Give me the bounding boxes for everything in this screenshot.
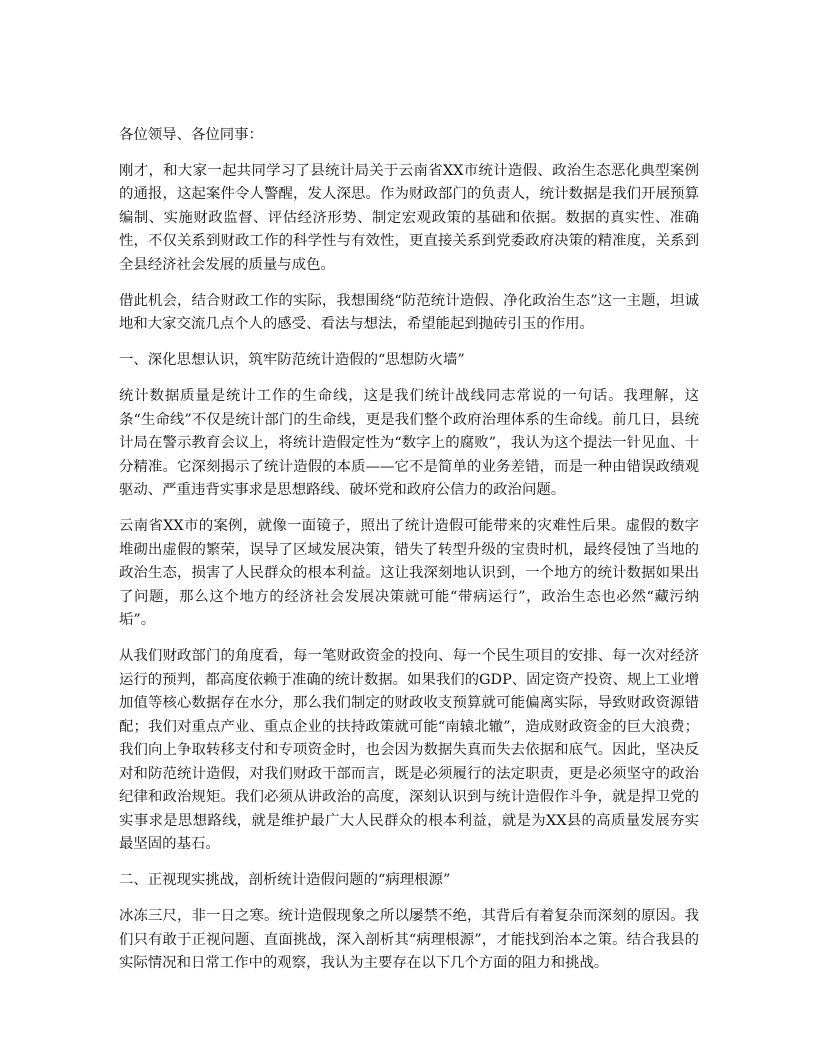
section-heading-1: 一、深化思想认识，筑牢防范统计造假的“思想防火墙” bbox=[119, 352, 465, 368]
document-body bbox=[119, 124, 699, 988]
salutation: 各位领导、各位同事： bbox=[119, 127, 263, 143]
paragraph-intro: 刚才，和大家一起共同学习了县统计局关于云南省XX市统计造假、政治生态恶化典型案例的通报，这起案件令人警醒，发人深思。作为财政部门的负责人，统计数据是我们开展预算编制、实施财政监督、评估经济形势、制定宏观政策的基础和依据。数据的真实性、准确性，不仅关系到财政工作的科学性与有效性，更直接关系到党委政府决策的精准度，关系到全县经济社会发展的质量与成色。 bbox=[119, 162, 699, 273]
paragraph-purpose: 借此机会，结合财政工作的实际，我想围绕“防范统计造假、净化政治生态”这一主题，坦诚地和大家交流几点个人的感受、看法与想法，希望能起到抛砖引玉的作用。 bbox=[119, 292, 699, 332]
paragraph-challenges: 冰冻三尺，非一日之寒。统计造假现象之所以屡禁不绝，其背后有着复杂而深刻的原因。我们只有敢于正视问题、直面挑战，深入剖析其“病理根源”，才能找到治本之策。结合我县的实际情况和日常工作中的观察，我认为主要存在以下几个方面的阻力和挑战。 bbox=[119, 908, 699, 971]
section-heading-2: 二、正视现实挑战，剖析统计造假问题的“病理根源” bbox=[119, 872, 451, 888]
paragraph-lifeline: 统计数据质量是统计工作的生命线，这是我们统计战线同志常说的一句话。我理解，这条“生命线”不仅是统计部门的生命线，更是我们整个政府治理体系的生命线。前几日，县统计局在警示教育会议上，将统计造假定性为“数字上的腐败”，我认为这个提法一针见血、十分精准。它深刻揭示了统计造假的本质——它不是简单的业务差错，而是一种由错误政绩观驱动、严重违背实事求是思想路线、破坏党和政府公信力的政治问题。 bbox=[119, 388, 699, 498]
paragraph-case: 云南省XX市的案例，就像一面镜子，照出了统计造假可能带来的灾难性后果。虚假的数字堆砌出虚假的繁荣，误导了区域发展决策，错失了转型升级的宝贵时机，最终侵蚀了当地的政治生态，损害了人民群众的根本利益。这让我深刻地认识到，一个地方的统计数据如果出了问题，那么这个地方的经济社会发展决策就可能“带病运行”，政治生态也必然“藏污纳垢”。 bbox=[119, 518, 699, 628]
paragraph-finance-view: 从我们财政部门的角度看，每一笔财政资金的投向、每一个民生项目的安排、每一次对经济运行的预判，都高度依赖于准确的统计数据。如果我们的GDP、固定资产投资、规上工业增加值等核心数据存在水分，那么我们制定的财政收支预算就可能偏离实际，导致财政资源错配；我们对重点产业、重点企业的扶持政策就可能“南辕北辙”，造成财政资金的巨大浪费；我们向上争取转移支付和专项资金时，也会因为数据失真而失去依据和底气。因此，坚决反对和防范统计造假，对我们财政干部而言，既是必须履行的法定职责，更是必须坚守的政治纪律和政治规矩。我们必须从讲政治的高度，深刻认识到与统计造假作斗争，就是捍卫党的实事求是思想路线，就是维护最广大人民群众的根本利益，就是为XX县的高质量发展夯实最坚固的基石。 bbox=[119, 648, 699, 852]
